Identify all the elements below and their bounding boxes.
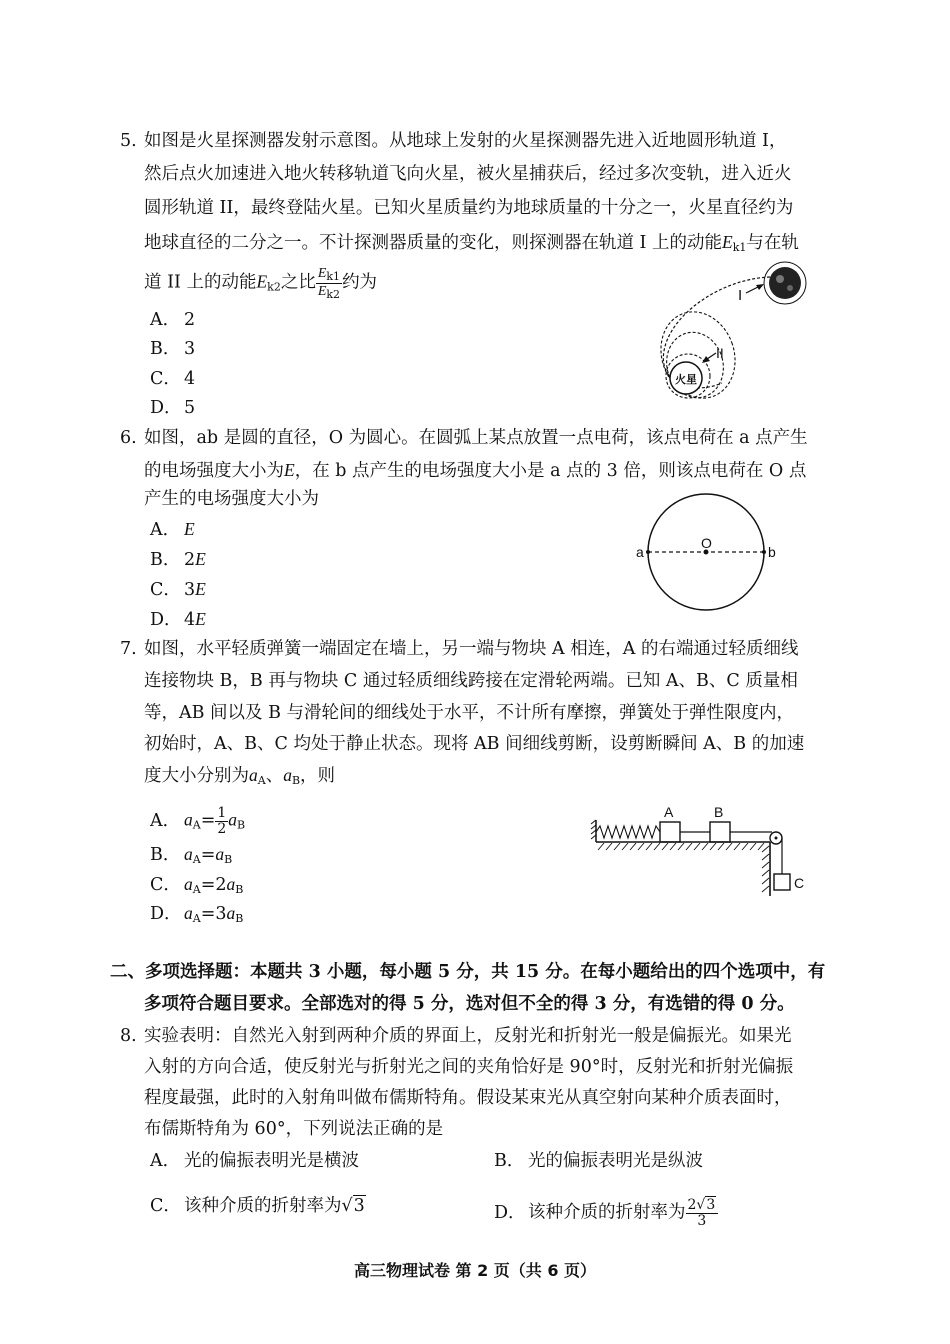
q8-number: 8. (120, 1026, 137, 1046)
q5-option-c: C． 4 (150, 369, 196, 389)
section-2-line-1: 二、多项选择题：本题共 3 小题，每小题 5 分，共 15 分。在每小题给出的四个选项中，有 (110, 962, 826, 982)
block-b-label: B (714, 804, 724, 820)
label-a: a (636, 544, 644, 560)
q5-option-a: A． 2 (150, 310, 196, 330)
spring (596, 826, 660, 838)
q6-option-a: A． E (150, 519, 195, 540)
q8-option-b: B． 光的偏振表明光是纵波 (494, 1151, 703, 1171)
mars-probe-orbit-figure (650, 255, 820, 405)
q5-line-5: 道 II 上的动能$E_{k2}$之比 $\frac{E_{k1}}{E_{k2}}$ 约为 (144, 266, 378, 301)
q6-number: 6. (120, 428, 137, 448)
q7-line-4: 初始时，A、B、C 均处于静止状态。现将 AB 间细线剪断，设剪断瞬间 A、B 的加速 (144, 734, 805, 754)
q6-line-2: 的电场强度大小为E，在 b 点产生的电场强度大小是 a 点的 3 倍，则该点电荷在 O 点 (144, 460, 807, 481)
q5-line-3: 圆形轨道 II，最终登陆火星。已知火星质量约为地球质量的十分之一，火星直径约为 (144, 198, 794, 218)
q7-option-d: D． $a_A=3a_B$ (150, 903, 244, 925)
q6-option-d: D． 4E (150, 609, 206, 630)
q7-option-a: A． $a_A=$ $\frac{1}{2}$ $a_B$ (150, 805, 246, 837)
point-b (762, 550, 766, 554)
q7-line-3: 等，AB 间以及 B 与滑轮间的细线处于水平，不计所有摩擦，弹簧处于弹性限度内， (144, 703, 795, 723)
ek-ratio-fraction: $\frac{E_{k1}}{E_{k2}}$ (317, 266, 341, 301)
q5-number: 5. (120, 131, 137, 151)
q7-option-c: C． $a_A=2a_B$ (150, 874, 244, 896)
label-b: b (768, 544, 776, 560)
q8-option-c: C． 该种介质的折射率为√3 (150, 1196, 365, 1216)
q6-line-1: 6. 如图，ab 是圆的直径，O 为圆心。在圆弧上某点放置一点电荷，该点电荷在 a 点产生 (120, 428, 808, 448)
q6-option-b: B． 2E (150, 549, 206, 570)
block-c (774, 874, 790, 890)
q6-line-3: 产生的电场强度大小为 (144, 489, 319, 509)
block-a-label: A (664, 804, 674, 820)
block-a (660, 822, 680, 842)
mars-orbit-outer (650, 301, 747, 405)
q6-option-c: C． 3E (150, 579, 206, 600)
q7-line-1: 7. 如图，水平轻质弹簧一端固定在墙上，另一端与物块 A 相连，A 的右端通过轻质细线 (120, 639, 799, 659)
block-b (710, 822, 730, 842)
mars-label: 火星 (675, 374, 697, 386)
point-a (646, 550, 650, 554)
orbit-I-label: I (738, 287, 743, 304)
q8-line-3: 程度最强，此时的入射角叫做布儒斯特角。假设某束光从真空射向某种介质表面时， (144, 1088, 792, 1108)
spring-pulley-figure (590, 798, 820, 898)
q8-line-4: 布儒斯特角为 60°，下列说法正确的是 (144, 1119, 444, 1139)
section-2-line-2: 多项符合题目要求。全部选对的得 5 分，选对但不全的得 3 分，有选错的得 0 分。 (144, 994, 795, 1014)
q7-number: 7. (120, 639, 137, 659)
q7-line-5: 度大小分别为$a_A$、$a_B$，则 (144, 765, 336, 787)
q5-option-d: D． 5 (150, 398, 196, 418)
q8-option-d: D． 该种介质的折射率为 $\frac{2√3}{3}$ (494, 1198, 718, 1228)
orbit-II-label: II (716, 345, 724, 361)
sqrt-3: √3 (341, 1196, 365, 1216)
q5-line-2: 然后点火加速进入地火转移轨道飞向火星，被火星捕获后，经过多次变轨，进入近火 (144, 164, 792, 184)
q5-line-4: 地球直径的二分之一。不计探测器质量的变化，则探测器在轨道 I 上的动能$E_{k1}$与在轨 (144, 232, 799, 254)
block-c-label: C (794, 875, 805, 891)
q8-line-2: 入射的方向合适，使反射光与折射光之间的夹角恰好是 90°时，反射光和折射光偏振 (144, 1057, 794, 1077)
page-footer: 高三物理试卷 第 2 页（共 6 页） (353, 1261, 597, 1280)
q8-line-1: 8. 实验表明：自然光入射到两种介质的界面上，反射光和折射光一般是偏振光。如果光 (120, 1026, 792, 1046)
q5-line-1: 5. 如图是火星探测器发射示意图。从地球上发射的火星探测器先进入近地圆形轨道 I， (120, 131, 787, 151)
q8-option-a: A． 光的偏振表明光是横波 (150, 1151, 359, 1171)
circle-diameter-figure (632, 490, 782, 614)
label-o: O (701, 535, 712, 551)
q7-option-b: B． $a_A=a_B$ (150, 844, 233, 866)
two-sqrt3-over-3: $\frac{2√3}{3}$ (686, 1198, 719, 1228)
earth (769, 267, 801, 299)
floor-hatch (598, 843, 764, 850)
q5-option-b: B． 3 (150, 339, 196, 359)
q7-line-2: 连接物块 B，B 再与物块 C 通过轻质细线跨接在定滑轮两端。已知 A、B、C 质量相 (144, 671, 798, 691)
